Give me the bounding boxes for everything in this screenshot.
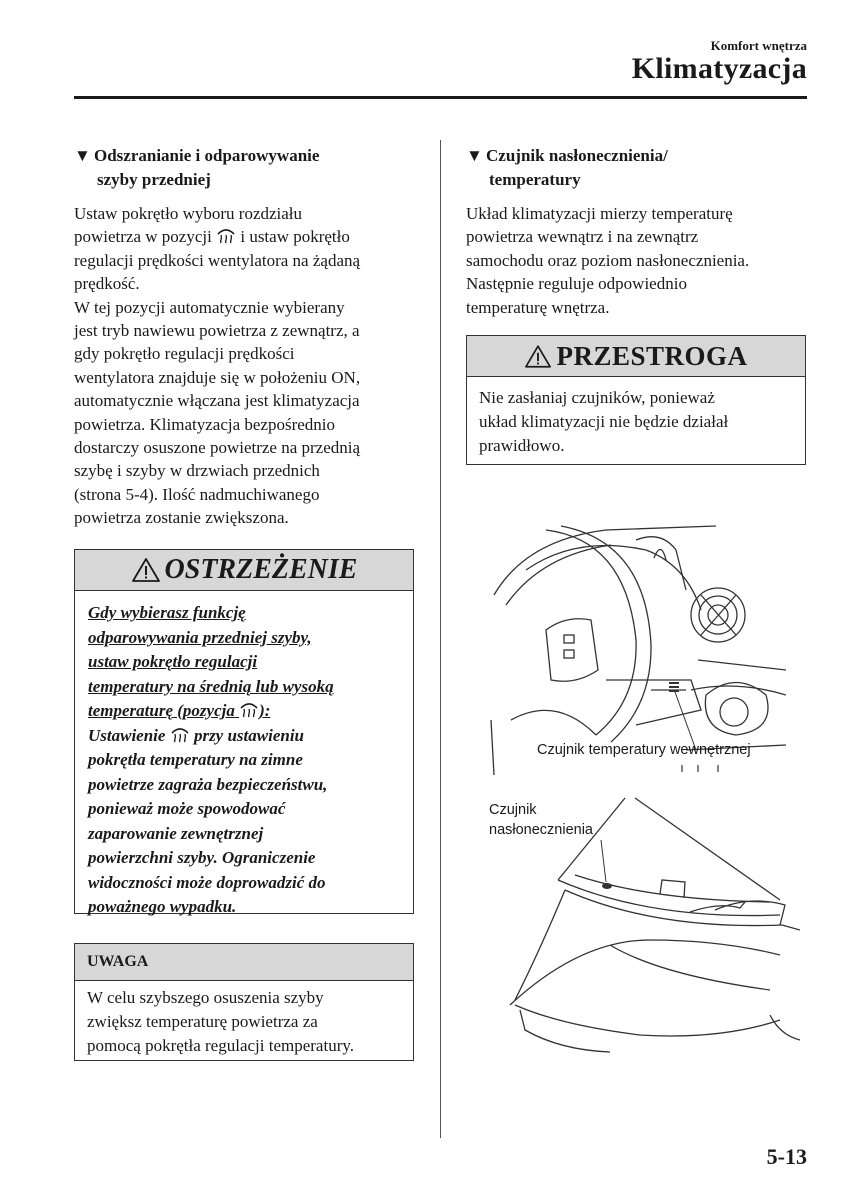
caution-text: Nie zasłaniaj czujników, ponieważ układ klimatyzacji nie będzie działał prawidłowo. [479, 388, 729, 455]
note-text: W celu szybszego osuszenia szyby zwiększ temperaturę powietrza za pomocą pokrętła regulacji temperatury. [87, 988, 355, 1055]
section-label: Komfort wnętrza [710, 38, 807, 53]
defrost-heading: ▼ Odszranianie i odparowywanie szyby przedniej [74, 146, 320, 189]
page-title: Klimatyzacja [631, 52, 807, 85]
column-divider [440, 140, 441, 1138]
sunlight-sensor-caption: Czujnik nasłonecznienia [489, 802, 593, 838]
sensor-body: Układ klimatyzacji mierzy temperaturę powietrza wewnątrz i na zewnątrz samochodu oraz poziom nasłonecznienia. Następnie reguluje odpowiednio temperaturę wnętrza. [466, 204, 750, 317]
note-title: UWAGA [75, 944, 413, 981]
warning-triangle-icon [131, 557, 161, 583]
sensor-heading: ▼ Czujnik nasłonecznienia/ temperatury [466, 146, 668, 189]
warning-banner [75, 550, 413, 591]
interior-temperature-sensor-illustration [486, 520, 786, 780]
warning-box [74, 549, 414, 914]
caution-triangle-icon [524, 344, 552, 369]
page-number: 5-13 [766, 1144, 807, 1169]
warning-title: OSTRZEŻENIE [164, 554, 358, 585]
caution-box [466, 335, 806, 465]
note-box [74, 943, 414, 1061]
triangle-bullet-icon: ▼ [466, 146, 483, 165]
triangle-bullet-icon: ▼ [74, 146, 91, 165]
caution-banner [467, 336, 805, 377]
caution-title: PRZESTROGA [556, 340, 748, 371]
front-defrost-icon [216, 226, 236, 244]
defrost-body: Ustaw pokrętło wyboru rozdziału powietrza w pozycji i ustaw pokrętło regulacji prędkości wentylatora na żądaną prędkość. W tej pozycji automatycznie wybierany jest tryb nawiewu powietrza z zewnątrz, a gdy pokrętło regulacji prędkości wentylatora znajduje się w położeniu ON, automatycznie włączana jest klimatyzacja powietrza. Klimatyzacja bezpośrednio dostarczy osuszone powietrze na przednią szybę i szyby w drzwiach przednich (strona 5-4). Ilość nadmuchiwanego powietrza zostanie zwiększona. [74, 204, 361, 528]
interior-sensor-caption: Czujnik temperatury wewnętrznej [537, 742, 751, 758]
header-rule [74, 96, 807, 99]
front-defrost-icon [239, 700, 259, 718]
warning-text: Gdy wybierasz funkcję odparowywania przedniej szyby, ustaw pokrętło regulacji temperatury na średnią lub wysoką temperaturę (pozycja ): Ustawienie przy ustawieniu pokrętła temperatury na zimne powietrze zagraża bezpieczeństwu, ponieważ może spowodować zaparowanie zewnętrznej powierzchni szyby. Ograniczenie widoczności może doprowadzić do poważnego wypadku. [88, 603, 334, 916]
front-defrost-icon [170, 725, 190, 743]
